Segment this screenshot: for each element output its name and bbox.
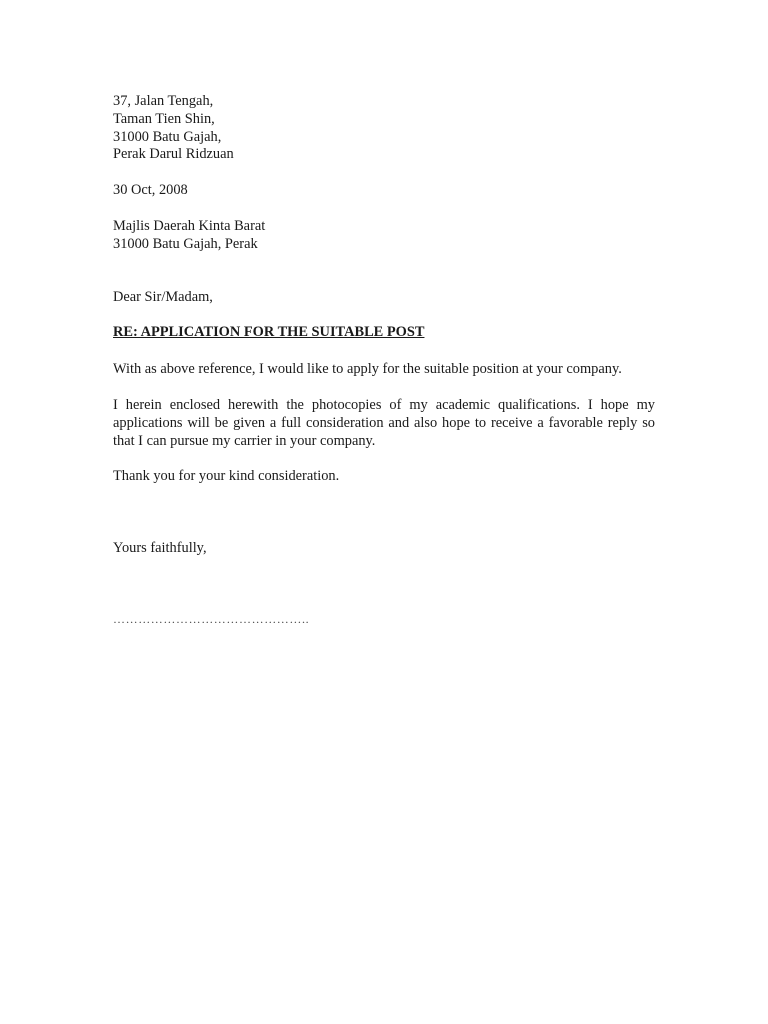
sender-address-line-3: 31000 Batu Gajah, (113, 128, 222, 145)
subject-line: RE: APPLICATION FOR THE SUITABLE POST (113, 324, 425, 341)
recipient-address-line-1: Majlis Daerah Kinta Barat (113, 217, 266, 234)
sender-address-line-4: Perak Darul Ridzuan (113, 146, 234, 163)
sender-address-line-2: Taman Tien Shin, (113, 110, 215, 127)
recipient-address-line-2: 31000 Batu Gajah, Perak (113, 235, 258, 252)
salutation: Dear Sir/Madam, (113, 288, 213, 305)
body-paragraph-1: With as above reference, I would like to apply for the suitable position at your company. (113, 361, 622, 378)
recipient-address (113, 218, 655, 254)
sender-address-line-1: 37, Jalan Tengah, (113, 93, 214, 109)
letter-body (113, 93, 655, 628)
closing: Yours faithfully, (113, 540, 207, 557)
sender-address (113, 93, 655, 164)
letter-date: 30 Oct, 2008 (113, 182, 188, 199)
body-paragraph-3: Thank you for your kind consideration. (113, 468, 340, 485)
body-paragraph-2: I herein enclosed herewith the photocopies of my academic qualifications. I hope my applications will be given a full consideration and also hope to receive a favorable reply so that I can pursue my carrier in your company. (113, 396, 655, 449)
signature-line: ……………………………………….. (113, 611, 310, 626)
